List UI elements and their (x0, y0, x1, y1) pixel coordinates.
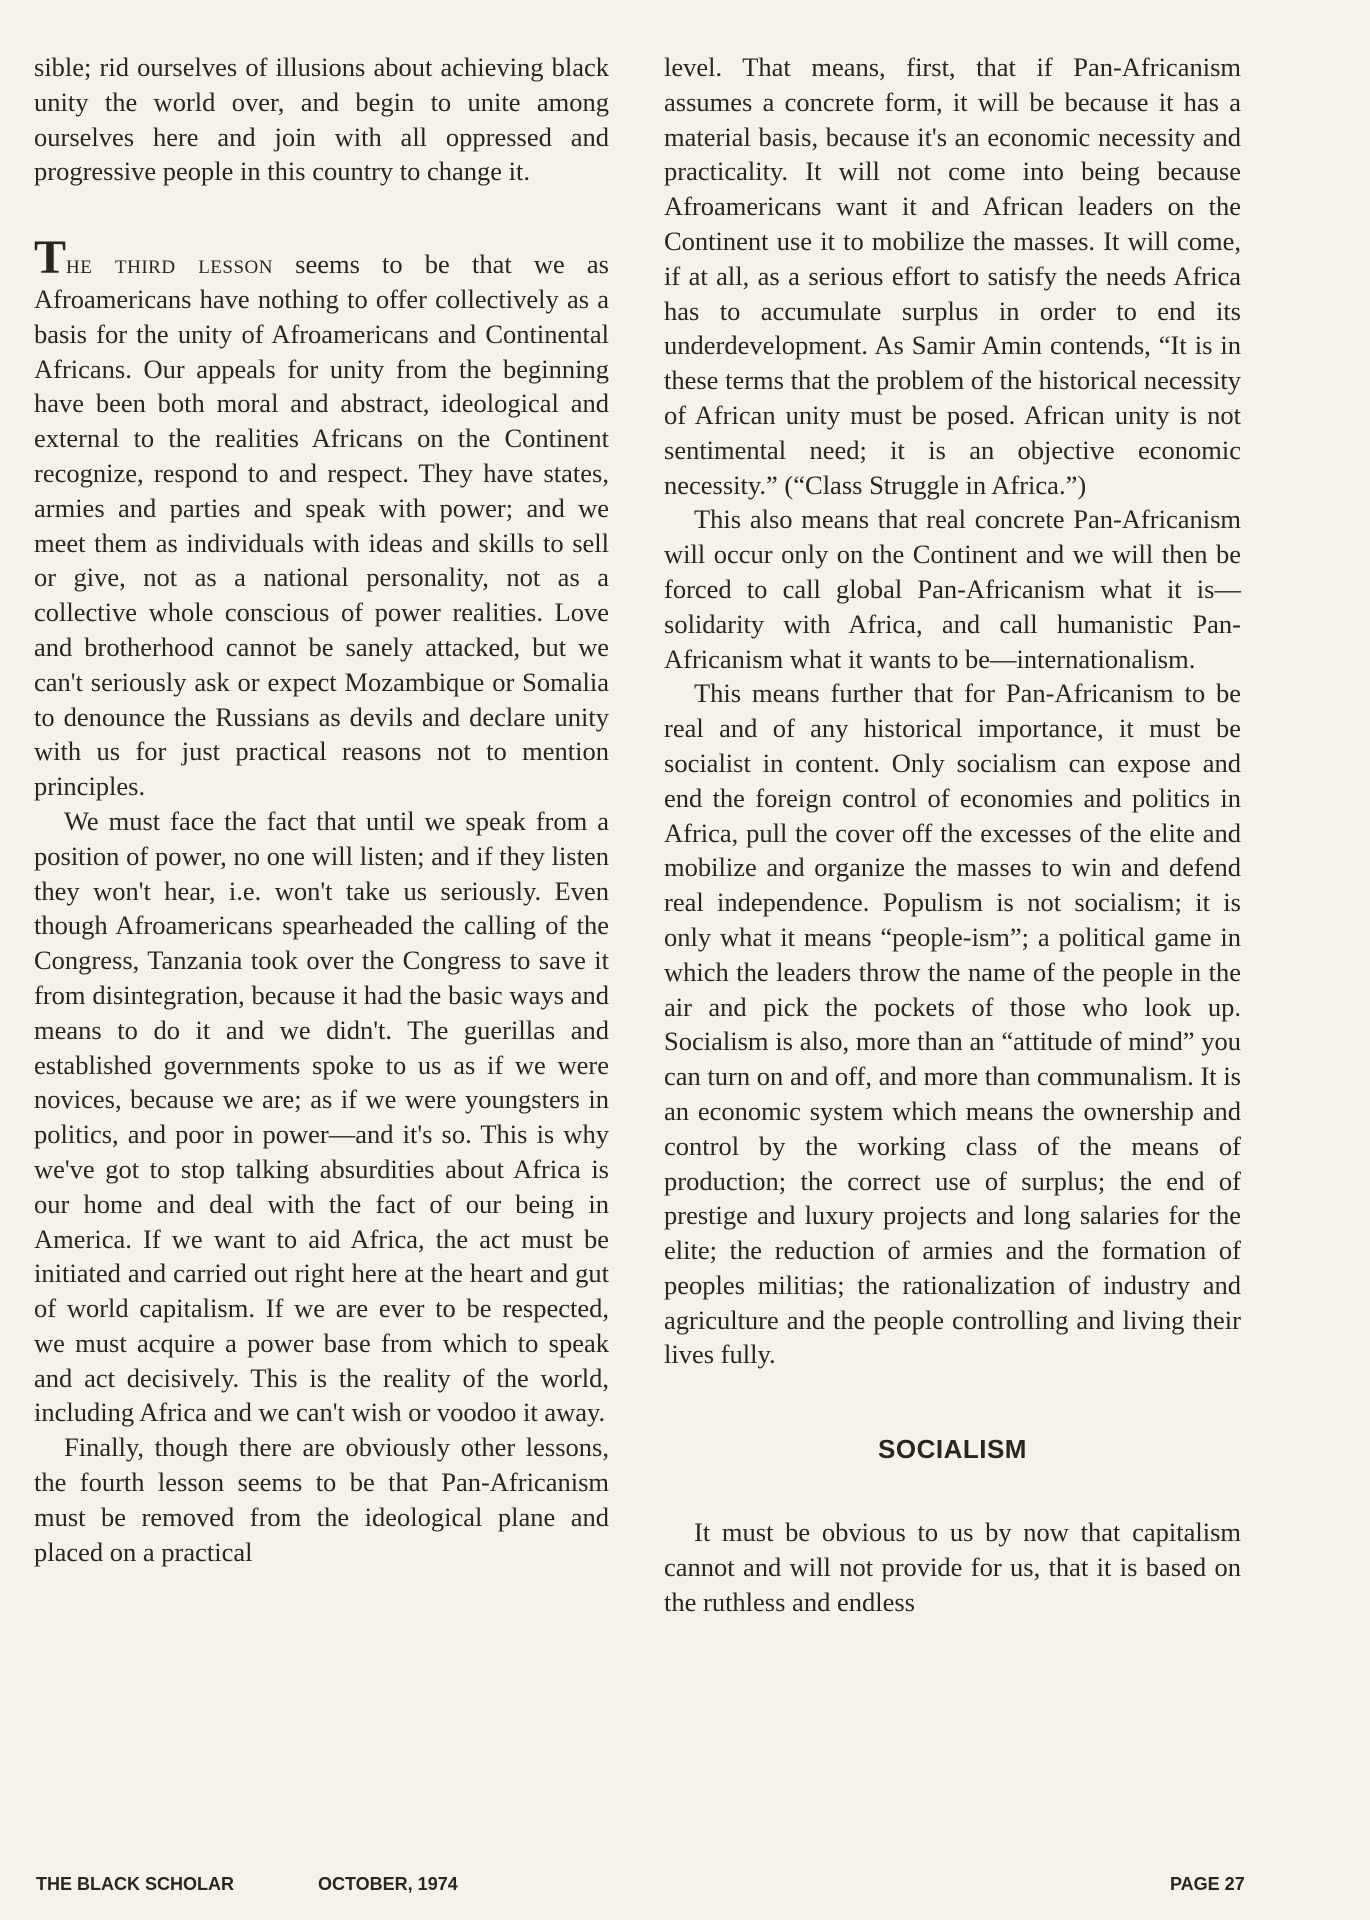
issue-date: OCTOBER, 1974 (318, 1874, 458, 1894)
paragraph: sible; rid ourselves of illusions about achieving black unity the world over, and begin to unite among ourselves here and join with all oppressed and progressive people in this country to change it. (34, 52, 609, 187)
lead-in-small-caps: he third lesson (66, 249, 273, 280)
section-break (34, 189, 609, 241)
paragraph: This also means that real concrete Pan-Africanism will occur only on the Continent and we will then be forced to call global Pan-Africanism what it is—solidarity with Africa, and call humanistic Pan-Africanism what it wants to be—internationalism. (664, 504, 1241, 674)
paragraph: This means further that for Pan-Africanism to be real and of any historical importance, it must be socialist in content. Only socialism can expose and end the foreign control of economies and politics in Africa, pull the cover off the excesses of the elite and mobilize and organize the masses to win and defend real independence. Populism is not socialism; it is only what it means “people-ism”; a political game in which the leaders throw the name of the people in the air and pick the pockets of those who look up. Socialism is also, more than an “attitude of mind” you can turn on and off, and more than communalism. It is an economic system which means the ownership and control by the working class of the means of production; the correct use of surplus; the end of prestige and luxury projects and long salaries for the elite; the reduction of armies and the formation of peoples militias; the rationalization of industry and agriculture and the people controlling and living their lives fully. (664, 678, 1241, 1370)
paragraph: It must be obvious to us by now that capitalism cannot and will not provide for us, that it is based on the ruthless and endless (664, 1517, 1241, 1617)
paragraph: We must face the fact that until we speak from a position of power, no one will listen; and if they listen they won't hear, i.e. won't take us seriously. Even though Afroamericans spearheaded the calling of the Congress, Tanzania took over the Congress to save it from disintegration, because it had the basic ways and means to do it and we didn't. The guerillas and established governments spoke to us as if we were novices, because we are; as if we were youngsters in politics, and poor in power—and it's so. This is why we've got to stop talking absurdities about Africa is our home and deal with the fact of our being in America. If we want to aid Africa, the act must be initiated and carried out right here at the heart and gut of world capitalism. If we are ever to be respected, we must acquire a power base from which to speak and act decisively. This is the reality of the world, including Africa and we can't wish or voodoo it away. (34, 805, 609, 1428)
left-column (34, 50, 609, 1569)
paragraph: level. That means, first, that if Pan-Africanism assumes a concrete form, it will be because it has a material basis, because it's an economic necessity and practicality. It will not come into being because Afroamericans want it and African leaders on the Continent use it to mobilize the masses. It will come, if at all, as a serious effort to satisfy the needs Africa has to accumulate surplus in order to end its underdevelopment. As Samir Amin contends, “It is in these terms that the problem of the historical necessity of African unity must be posed. African unity is not sentimental need; it is an objective economic necessity.” (“Class Struggle in Africa.”) (664, 52, 1241, 500)
right-column (664, 50, 1241, 1619)
page-number: PAGE 27 (1170, 1874, 1245, 1894)
journal-name: THE BLACK SCHOLAR (36, 1874, 234, 1894)
paragraph-text: seems to be that we as Afroamericans have nothing to offer collectively as a basis for the unity of Afroamericans and Continental Africans. Our appeals for unity from the beginning have been both moral and abstract, ideological and external to the realities Africans on the Continent recognize, respond to and respect. They have states, armies and parties and speak with power; and we meet them as individuals with ideas and skills to sell or give, not as a national personality, not as a collective whole conscious of power realities. Love and brotherhood cannot be sanely attacked, but we can't seriously ask or expect Mozambique or Somalia to denounce the Russians as devils and declare unity with us for just practical reasons not to mention principles. (34, 249, 609, 802)
paragraph: Finally, though there are obviously other lessons, the fourth lesson seems to be that Pan-Africanism must be removed from the ideological plane and placed on a practical (34, 1432, 609, 1567)
section-heading: SOCIALISM (878, 1434, 1027, 1465)
drop-cap: T (34, 231, 67, 285)
paragraph (34, 231, 609, 804)
